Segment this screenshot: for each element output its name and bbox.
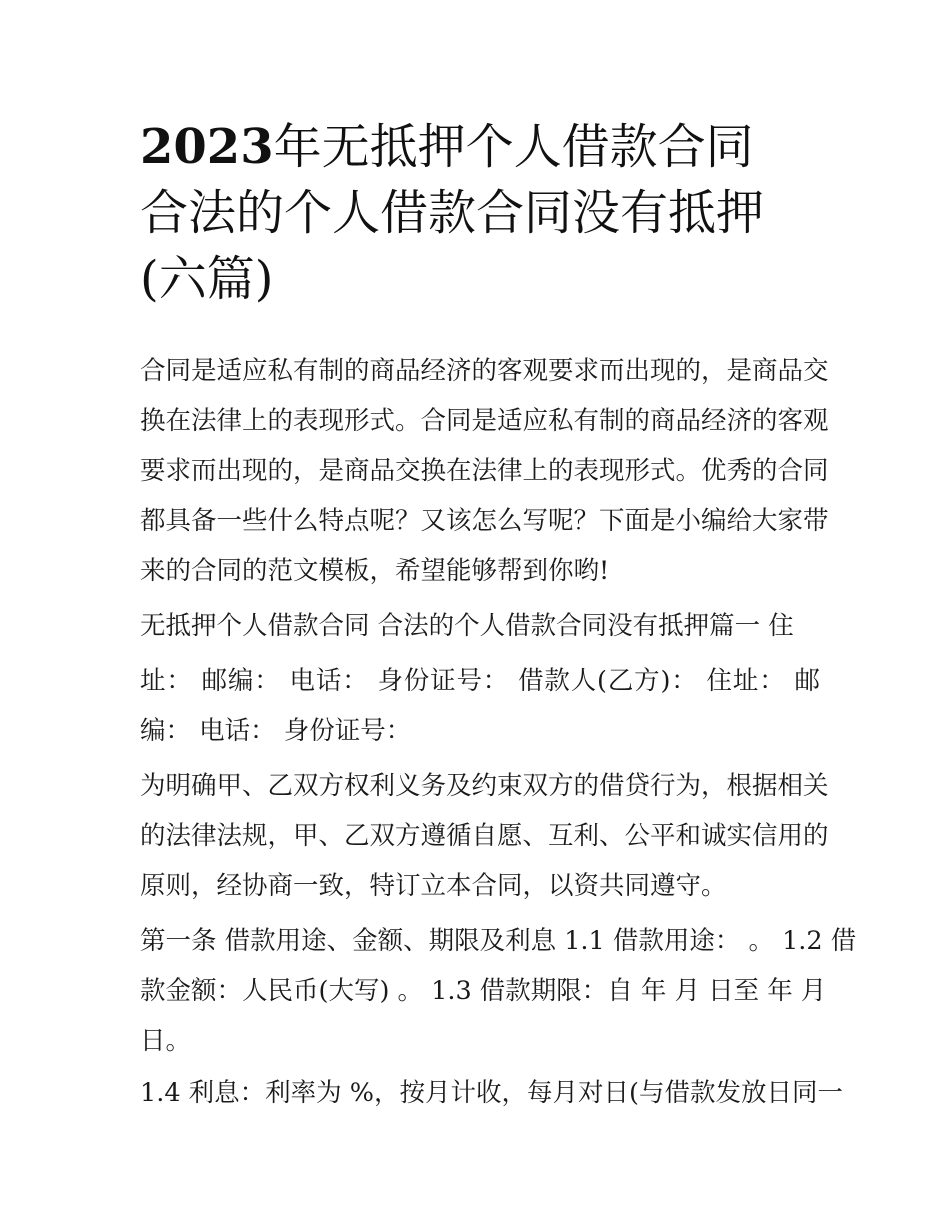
body-line: 换在法律上的表现形式。合同是适应私有制的商品经济的客观 [140,406,829,436]
body-line: 要求而出现的，是商品交换在法律上的表现形式。优秀的合同 [140,456,829,486]
body-line: 款金额：人民币(大写) 。 1.3 借款期限：自 年 月 日至 年 月 [140,976,827,1006]
title-line-3: (六篇) [140,251,274,307]
body-line: 原则，经协商一致，特订立本合同，以资共同遵守。 [140,871,727,901]
body-line: 1.4 利息：利率为 %，按月计收，每月对日(与借款发放日同一 [140,1078,843,1108]
body-line: 址： 邮编： 电话： 身份证号： 借款人(乙方)： 住址： 邮 [140,666,820,696]
body-line: 为明确甲、乙双方权利义务及约束双方的借贷行为，根据相关 [140,771,829,801]
body-line: 无抵押个人借款合同 合法的个人借款合同没有抵押篇一 住 [140,611,794,641]
body-line: 合同是适应私有制的商品经济的客观要求而出现的，是商品交 [140,356,829,386]
body-line: 日。 [140,1026,192,1056]
body-line: 编： 电话： 身份证号： [140,716,412,746]
body-line: 第一条 借款用途、金额、期限及利息 1.1 借款用途： 。 1.2 借 [140,926,857,956]
document-title [140,118,820,316]
title-line-1 [140,118,820,176]
title-year: 2023 [140,119,274,175]
body-line: 的法律法规，甲、乙双方遵循自愿、互利、公平和诚实信用的 [140,821,829,851]
title-line-1-text: 年无抵押个人借款合同 [273,119,754,175]
title-line-2: 合法的个人借款合同没有抵押 [140,185,765,241]
body-line: 来的合同的范文模板，希望能够帮到你哟! [140,556,610,586]
body-line: 都具备一些什么特点呢？又该怎么写呢？下面是小编给大家带 [140,506,829,536]
